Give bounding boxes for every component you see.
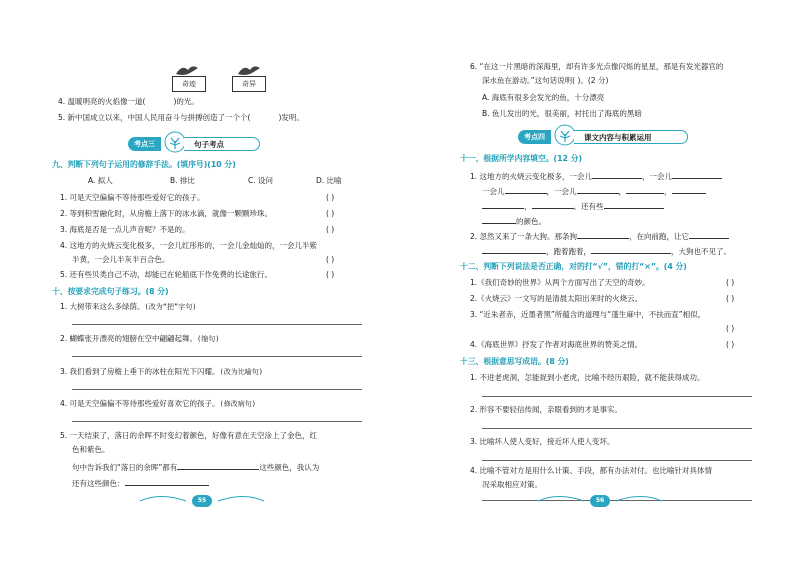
sec11-item-1-line1: 1. 这地方的火烧云变化极多，一会儿 ，一会儿	[470, 170, 722, 181]
fill-blank[interactable]	[672, 170, 722, 179]
fill-blank[interactable]	[482, 200, 524, 209]
sec11-item-1-line3: ， 。还有些	[482, 200, 664, 211]
answer-paren[interactable]: ( )	[726, 278, 735, 287]
answer-line[interactable]	[482, 460, 752, 461]
fill-blank[interactable]	[577, 230, 629, 239]
answer-paren[interactable]: ( )	[326, 270, 335, 279]
section-12-title: 十二、判断下列说法是否正确，对的打“√”，错的打“×”。(4 分)	[460, 262, 687, 271]
section-label: 句子考点	[184, 137, 260, 151]
sec9-item-2: 2. 等到积雪融化时，从房檐上落下的冰水滴，就像一颗颗珍珠。	[60, 209, 273, 218]
sec13-item-1: 1. 不进老虎洞，怎能捉到小老虎，比喻不经历艰险，就不能获得成功。	[470, 373, 705, 382]
sec9-item-4: 4. 这地方的火烧云变化极多，一会儿红彤彤的，一会儿金灿灿的，一会儿半紫	[60, 241, 318, 250]
answer-paren[interactable]: ( )	[326, 255, 335, 264]
question-6-line1: 6. “在这一片黑暗的深海里，却有许多光点像闪烁的星星，那是有发光器官的	[470, 62, 724, 71]
sec10-item-2: 2. 蝴蝶张开漂亮的翅膀在空中翩翩起舞。(缩句)	[60, 334, 220, 343]
answer-paren[interactable]: ( )	[726, 294, 735, 303]
fill-blank[interactable]	[604, 200, 664, 209]
tree-icon	[554, 124, 576, 146]
section-header-kaodian3	[128, 137, 288, 151]
sec13-item-3: 3. 比喻坏人使人变好，接近坏人使人变坏。	[470, 437, 615, 446]
sec12-item-4: 4.《海底世界》抒发了作者对海底世界的赞美之情。	[470, 340, 643, 349]
fill-blank[interactable]	[577, 185, 619, 194]
answer-paren[interactable]: ( )	[726, 340, 735, 349]
fill-blank[interactable]	[532, 200, 574, 209]
answer-line[interactable]	[482, 428, 752, 429]
fill-blank[interactable]	[689, 230, 729, 239]
page-number: 55	[192, 495, 212, 507]
sec13-item-4-cont: 况采取相应对策。	[482, 480, 542, 489]
fill-blank[interactable]	[672, 185, 706, 194]
fill-blank[interactable]	[592, 170, 642, 179]
sec10-item-3: 3. 我们看到了房檐上垂下的冰柱在阳光下闪耀。(改为比喻句)	[60, 367, 263, 376]
answer-line[interactable]	[72, 324, 362, 325]
answer-paren[interactable]: ( )	[326, 209, 335, 218]
question-6-option-b: B. 鱼儿发出的光，很美丽，衬托出了海底的黑暗	[482, 109, 642, 118]
fill-blank[interactable]	[125, 477, 209, 486]
sec9-item-3: 3. 海底是否是一点儿声音呢？不是的。	[60, 225, 190, 234]
section-header-kaodian4	[518, 130, 718, 144]
sec12-item-3: 3. “近朱者赤，近墨者黑”所蕴含的道理与“蓬生麻中，不扶而直”相似。	[470, 310, 706, 319]
answer-paren[interactable]: ( )	[326, 193, 335, 202]
sec13-item-4: 4. 比喻不管对方是用什么计策、手段，都有办法对付。也比喻针对具体情	[470, 466, 713, 475]
right-page	[400, 0, 800, 566]
word-card-qiji: 奇迹	[172, 76, 206, 92]
sec12-item-2: 2.《火烧云》一文写的是清晨太阳出来时的火烧云。	[470, 294, 643, 303]
sec10-item-5-line3: 句中告诉我们“落日的余晖”都有 这些颜色，我认为	[72, 463, 320, 472]
sec10-item-5-line2: 色和紫色。	[72, 445, 110, 454]
question-6-option-a: A. 海底有很多会发光的鱼，十分漂亮	[482, 93, 605, 102]
answer-paren[interactable]: ( )	[326, 225, 335, 234]
sec11-item-1-line4: 的颜色。	[482, 215, 546, 226]
option-c: C. 设问	[248, 176, 274, 185]
answer-line[interactable]	[72, 356, 362, 357]
answer-line[interactable]	[482, 396, 752, 397]
section-9-title: 九、判断下列句子运用的修辞手法。(填序号)(10 分)	[52, 160, 236, 169]
sec10-item-5-line1: 5. 一天结束了，落日的余晖不时变幻着颜色，好像有意在天空涂上了金色，红	[60, 431, 318, 440]
question-4: 4. 温暖明亮的火焰像一道( )的光。	[58, 97, 199, 106]
answer-line[interactable]	[72, 421, 362, 422]
option-d: D. 比喻	[316, 176, 342, 185]
sec13-item-2: 2. 形容不要轻信传闻，亲眼看到的才是事实。	[470, 405, 623, 414]
section-10-title: 十、按要求完成句子练习。(8 分)	[52, 287, 169, 296]
word-card-qiyi: 奇异	[232, 76, 266, 92]
fill-blank[interactable]	[626, 185, 664, 194]
section-13-title: 十三、根据意思写成语。(8 分)	[460, 357, 569, 366]
answer-line[interactable]	[72, 389, 362, 390]
question-5: 5. 新中国成立以来，中国人民用奋斗与拼搏创造了一个个( )发明。	[58, 113, 304, 122]
sec10-item-1: 1. 大树带来这么多绿荫。(改为“把”字句)	[60, 302, 197, 311]
section-tag: 考点三	[128, 137, 161, 151]
option-a: A. 拟人	[88, 176, 113, 185]
sec9-item-4-cont: 半黄，一会儿半灰半百合色。	[72, 255, 170, 264]
fill-blank[interactable]	[177, 461, 259, 470]
fill-blank[interactable]	[482, 245, 546, 254]
sec11-item-2-line1: 2. 忽然又来了一条大狗。那条狗 ，在向前跑，让它	[470, 230, 729, 241]
sec10-item-5-line4: 还有这些颜色：	[72, 477, 209, 488]
fill-blank[interactable]	[505, 185, 547, 194]
sec10-item-4: 4. 可是天空偏偏不等待那些爱好喜欢它的孩子。(修改病句)	[60, 399, 256, 408]
page-number: 56	[590, 495, 610, 507]
sec11-item-1-line2: 一会儿 ，一会儿 ， ，	[482, 185, 706, 196]
sec11-item-2-line2: ，跑着跑着， ，大狗也不见了。	[482, 245, 731, 256]
fill-blank[interactable]	[591, 245, 671, 254]
section-tag: 考点四	[518, 130, 551, 144]
sec12-item-1: 1.《我们奇妙的世界》从两个方面写出了天空的奇妙。	[470, 278, 650, 287]
fill-blank[interactable]	[482, 215, 516, 224]
sec9-item-5: 5. 还有些贝类自己不动，却能已在轮船底下作免费的长途旅行。	[60, 270, 273, 279]
sec9-item-1: 1. 可是天空偏偏不等待那些爱好它的孩子。	[60, 193, 205, 202]
answer-paren[interactable]: ( )	[726, 324, 735, 333]
section-label: 课文内容与积累运用	[574, 130, 688, 144]
option-b: B. 排比	[170, 176, 195, 185]
section-11-title: 十一、根据所学内容填空。(12 分)	[460, 154, 583, 163]
tree-icon	[164, 131, 186, 153]
question-6-line2: 深水鱼在游动。”这句话说明( )。(2 分)	[482, 76, 609, 85]
